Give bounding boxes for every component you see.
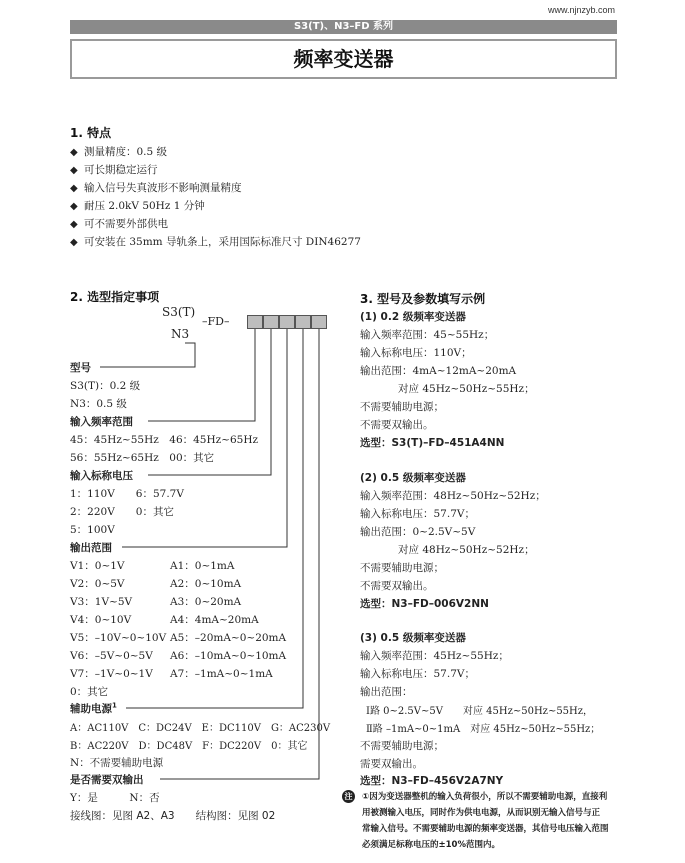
diamond-bullet-icon: ◆ [70,183,78,194]
aux-options-row: B：AC220V D：DC48V F：DC220V 0：其它 [70,741,308,752]
example-1-line: 不需要双输出。 [360,419,434,431]
footnote-line: 必须满足标称电压的±10%范围内。 [362,840,500,850]
example-1-line: 对应 45Hz~50Hz~55Hz； [398,383,535,395]
model-suffix: –FD– [202,315,230,328]
model-prefix-n3: N3 [171,327,190,341]
example-1-line: 不需要辅助电源； [360,401,444,413]
output-current-option: A7：–1mA~0~1mA [170,668,273,680]
example-3-line: 不需要辅助电源； [360,740,444,752]
diamond-bullet-icon: ◆ [70,147,78,158]
features-heading: 1. 特点 [70,126,112,140]
output-current-option: A3：0~20mA [170,596,242,608]
model-s3-option: S3(T)：0.2 级 [70,380,141,392]
output-range-label: 输出范围 [70,542,112,554]
example-1-title: (1) 0.2 级频率变送器 [360,311,466,323]
feature-item: ◆ 可安装在 35mm 导轨条上，采用国际标准尺寸 DIN46277 [70,236,361,248]
freq-options-row: 56：55Hz~65Hz 00：其它 [70,452,215,464]
example-1-line: 输入标称电压：110V； [360,347,472,359]
example-2-line: 输入标称电压：57.7V； [360,508,475,520]
feature-item: ◆ 可长期稳定运行 [70,164,158,176]
output-current-option: A1：0~1mA [170,560,235,572]
example-1-line: 输入频率范围：45~55Hz； [360,329,495,341]
feature-item: ◆ 耐压 2.0kV 50Hz 1 分钟 [70,200,205,212]
feature-item: ◆ 测量精度：0.5 级 [70,146,168,158]
example-3-line: Ⅰ路 0~2.5V~5V 对应 45Hz~50Hz~55Hz， [366,706,594,717]
example-3-line: 需要双输出。 [360,758,423,770]
voltage-options-row: 2：220V 0：其它 [70,506,174,518]
series-banner: S3(T)、N3–FD 系列 [70,20,617,34]
footnote-line: 用被测输入电压，同时作为供电电源，从而识别无输入信号与正 [362,808,601,818]
example-3-selection: 选型：N3–FD–456V2A7NY [360,775,504,787]
freq-options-row: 45：45Hz~55Hz 46：45Hz~65Hz [70,434,259,446]
footnote-line: 常输入信号。不需要辅助电源的频率变送器，其信号电压输入范围 [362,824,609,834]
page-title: 频率变送器 [70,39,617,79]
dual-output-options: Y：是 N：否 [70,792,160,804]
example-1-selection: 选型：S3(T)–FD–451A4NN [360,437,505,449]
output-other-option: 0：其它 [70,686,109,698]
aux-options-row: N：不需要辅助电源 [70,757,164,769]
example-3-line: Ⅱ路 –1mA~0~1mA 对应 45Hz~50Hz~55Hz； [366,724,601,735]
output-voltage-option: V2：0~5V [70,578,125,590]
feature-item: ◆ 可不需要外部供电 [70,218,168,230]
aux-power-label: 辅助电源$^1$ [70,701,117,715]
diamond-bullet-icon: ◆ [70,201,78,212]
output-voltage-option: V5：–10V~0~10V [70,632,167,644]
examples-heading: 3. 型号及参数填写示例 [360,292,486,306]
example-2-line: 对应 48Hz~50Hz~52Hz； [398,544,535,556]
output-current-option: A4：4mA~20mA [170,614,259,626]
example-2-line: 输出范围：0~2.5V~5V [360,526,476,538]
model-label: 型号 [70,362,91,374]
output-voltage-option: V4：0~10V [70,614,132,626]
example-2-title: (2) 0.5 级频率变送器 [360,472,466,484]
example-2-line: 不需要辅助电源； [360,562,444,574]
model-n3-option: N3：0.5 级 [70,398,127,410]
dual-output-label: 是否需要双输出 [70,774,144,786]
example-1-line: 输出范围：4mA~12mA~20mA [360,365,517,377]
selection-heading: 2. 选型指定事项 [70,290,160,304]
diamond-bullet-icon: ◆ [70,219,78,230]
example-3-line: 输入频率范围：45Hz~55Hz； [360,650,509,662]
voltage-options-row: 1：110V 6：57.7V [70,488,184,500]
model-prefix-s3: S3(T) [162,305,196,319]
footnote-line: ①因为变送器整机的输入负荷很小，所以不需要辅助电源，直接利 [362,792,608,802]
example-2-selection: 选型：N3–FD–006V2NN [360,598,489,610]
diamond-bullet-icon: ◆ [70,165,78,176]
output-current-option: A2：0~10mA [170,578,242,590]
freq-range-label: 输入频率范围 [70,416,133,428]
footnote-marker: 1 [112,701,117,710]
example-3-line: 输入标称电压：57.7V； [360,668,475,680]
output-current-option: A6：–10mA~0~10mA [170,650,287,662]
output-voltage-option: V1：0~1V [70,560,125,572]
example-2-line: 输入频率范围：48Hz~50Hz~52Hz； [360,490,546,502]
aux-options-row: A：AC110V C：DC24V E：DC110V G：AC230V [70,723,331,734]
output-voltage-option: V6：–5V~0~5V [70,650,153,662]
example-2-line: 不需要双输出。 [360,580,434,592]
output-voltage-option: V7：–1V~0~1V [70,668,153,680]
example-3-title: (3) 0.5 级频率变送器 [360,632,466,644]
diamond-bullet-icon: ◆ [70,237,78,248]
output-voltage-option: V3：1V~5V [70,596,133,608]
note-icon: 注 [342,790,355,803]
voltage-label: 输入标称电压 [70,470,133,482]
output-current-option: A5：–20mA~0~20mA [170,632,287,644]
wiring-structure-ref: 接线图：见图 A2、A3 结构图：见图 02 [70,810,276,822]
example-3-line: 输出范围： [360,686,413,698]
feature-item: ◆ 输入信号失真波形不影响测量精度 [70,182,242,194]
website-url: www.njnzyb.com [548,5,616,15]
voltage-options-row: 5：100V [70,524,115,536]
